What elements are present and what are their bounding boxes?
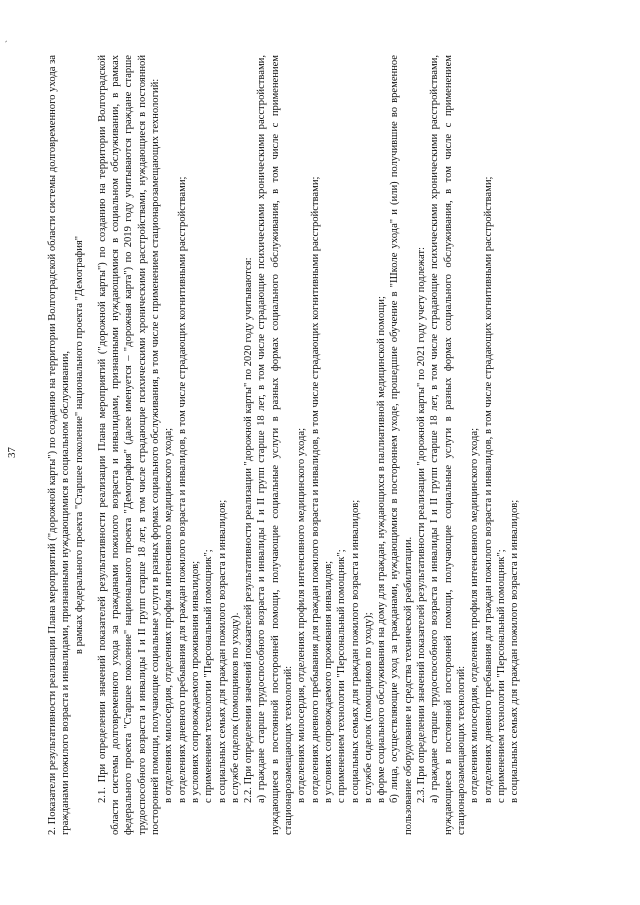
paragraph-2-2-a: а) граждане старше трудоспособного возраста и инвалиды I и II групп старше 18 лет, в том числе страдающие психическими хроническими расстройствами, нуждающиеся в постоянной посторонней помощи, получающие социальные услуги в разных формах социального обслуживания, в том числе с применением стационарозамещающих технологий:	[256, 55, 295, 835]
page-number: 37	[6, 447, 18, 458]
list-item: в отделениях милосердия, отделениях профиля интенсивного медицинского ухода;	[469, 427, 481, 803]
list-item: с применением технологии "Персональный помощник";	[495, 549, 507, 803]
list-item: с применением технологии "Персональный помощник";	[203, 549, 215, 803]
list-item: с применением технологии "Персональный помощник";	[336, 549, 348, 803]
paragraph-2-2-intro: 2.2. При определении значений показателей результативности реализации "дорожной карты" по 2020 году учитываются:	[243, 257, 255, 803]
list-item: в форме социального обслуживания на дому для граждан, нуждающихся в паллиативной медицинской помощи;	[376, 296, 388, 803]
list-item: в условиях сопровождаемого проживания инвалидов;	[322, 560, 334, 803]
list-item: в социальных семьях для граждан пожилого возраста и инвалидов;	[349, 499, 361, 803]
paragraph-2-3-intro: 2.3. При определении значений показателей результативности реализации "дорожной карты" по 2021 году учету подлежат:	[416, 246, 428, 803]
list-item: в отделениях милосердия, отделениях профиля интенсивного медицинского ухода;	[296, 427, 308, 803]
list-item: в отделениях дневного пребывания для граждан пожилого возраста и инвалидов, в том числе страдающих когнитивными расстройствами;	[482, 176, 494, 803]
list-item: в службе сиделок (помощников по уходу);	[362, 612, 374, 803]
list-item: в социальных семьях для граждан пожилого возраста и инвалидов;	[509, 499, 521, 803]
list-item: в отделениях дневного пребывания для граждан пожилого возраста и инвалидов, в том числе страдающих когнитивными расстройствами;	[176, 176, 188, 803]
section-heading: 2. Показатели результативности реализации Плана мероприятий ("дорожной карты") по созданию на территории Волгоградской области системы долговременного ухода за гражданами пожилого возраста и инвалидами, признанными нуждающимися в социальном обслуживании,	[47, 55, 72, 835]
list-item: в службе сиделок (помощников по уходу).	[229, 612, 241, 803]
list-item: в социальных семьях для граждан пожилого возраста и инвалидов;	[216, 499, 228, 803]
paragraph-2-3-a: а) граждане старше трудоспособного возраста и инвалиды I и II групп старше 18 лет, в том числе страдающие психическими хроническими расстройствами, нуждающиеся в постоянной посторонней помощи, получающие социальные услуги в разных формах социального обслуживания, в том числе с применением стационарозамещающих технологий:	[429, 55, 467, 835]
document-body	[46, 55, 521, 835]
section-heading-tail: в рамках федерального проекта "Старшее поколение" национального проекта "Демография"	[73, 235, 85, 655]
scan-mark: ˋ	[4, 40, 14, 43]
list-item: в отделениях дневного пребывания для граждан пожилого возраста и инвалидов, в том числе страдающих когнитивными расстройствами;	[309, 176, 321, 803]
list-item: в отделениях милосердия, отделениях профиля интенсивного медицинского ухода;	[163, 427, 175, 803]
paragraph-2-2-b: б) лица, осуществляющие уход за гражданами, нуждающимися в постороннем уходе, прошедшие обучение в "Школе ухода" и (или) получившие во временное пользование оборудование и средства технической реабилитации.	[389, 55, 414, 835]
list-item: в условиях сопровождаемого проживания инвалидов;	[189, 560, 201, 803]
paragraph-2-1: 2.1. При определении значений показателей результативности реализации Плана мероприятий ("дорожной карты") по созданию на территории Волгоградской области системы долговременного ухода за гражданами пожилого возраста и инвалидами, признанными нуждающимися в социальном обслуживании, в рамках федерального проекта "Старшее поколение" национального проекта "Демография" (далее именуется – "дорожная карта") по 2019 году учитываются граждане старше трудоспособного возраста и инвалиды I и II групп старше 18 лет, в том числе страдающие психическими хроническими расстройствами, нуждающиеся в постоянной посторонней помощи, получающие социальные услуги в разных формах социального обслуживания, в том числе с применением стационарозамещающих технологий:	[96, 55, 162, 835]
